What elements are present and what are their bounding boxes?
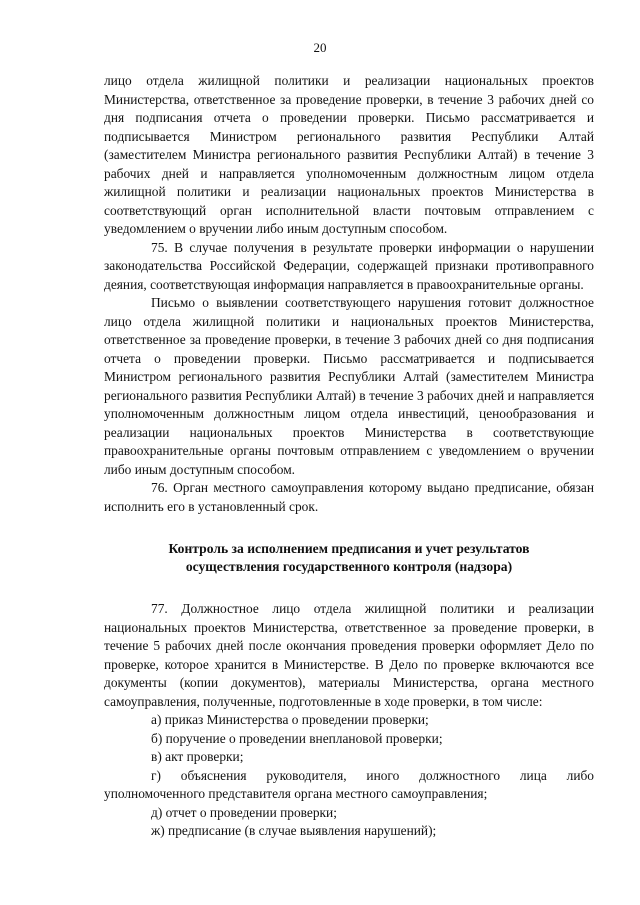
paragraph-75: 75. В случае получения в результате проверки информации о нарушении законодательства Российской Федерации, содержащей признаки противоправного деяния, соответствующая информация направляется в правоохранительные органы. — [104, 239, 594, 292]
list-item-zh: ж) предписание (в случае выявления нарушений); — [151, 823, 437, 838]
document-body — [104, 72, 594, 841]
section-heading — [104, 540, 594, 576]
section-heading-line-2: осуществления государственного контроля (надзора) — [185, 559, 513, 574]
page-number: 20 — [313, 40, 327, 55]
section-heading-line-1: Контроль за исполнением предписания и учет результатов — [168, 541, 530, 556]
list-item-b: б) поручение о проведении внеплановой проверки; — [151, 730, 443, 746]
list-item-v: в) акт проверки; — [151, 749, 244, 764]
list-item-a: а) приказ Министерства о проведении проверки; — [151, 712, 429, 727]
paragraph-77: 77. Должностное лицо отдела жилищной политики и реализации национальных проектов Министерства, ответственное за проведение проверки, в течение 5 рабочих дней после окончания проведения проверки оформляет Дело по проверке, которое хранится в Министерстве. В Дело по проверке включаются все документы (копии документов), материалы Министерства, органа местного самоуправления, полученные, подготовленные в ходе проверки, в том числе: — [104, 601, 594, 709]
list-item-d: д) отчет о проведении проверки; — [151, 804, 337, 820]
list-item-g: г) объяснения руководителя, иного должностного лица либо уполномоченного представителя органа местного самоуправления; — [104, 767, 594, 801]
paragraph-75-letter: Письмо о выявлении соответствующего нарушения готовит должностное лицо отдела жилищной политики и национальных проектов Министерства, ответственное за проведение проверки, в течение 3 рабочих дней со дня подписания отчета о проведении проверки. Письмо рассматривается и подписывается Министром регионального развития Республики Алтай (заместителем Министра регионального развития Республики Алтай) в течение 3 рабочих дней и направляется уполномоченным должностным лицом отдела инвестиций, ценообразования и реализации национальных проектов Министерства в соответствующие правоохранительные органы почтовым отправлением с уведомлением о вручении либо иным доступным способом. — [104, 295, 594, 477]
paragraph-76: 76. Орган местного самоуправления которому выдано предписание, обязан исполнить его в установленный срок. — [104, 480, 594, 514]
paragraph-continuation: лицо отдела жилищной политики и реализации национальных проектов Министерства, ответственное за проведение проверки, в течение 3 рабочих дней со дня подписания отчета о проведении проверки. Письмо рассматривается и подписывается Министром регионального развития Республики Алтай (заместителем Министра регионального развития Республики Алтай) в течение 3 рабочих дней и направляется уполномоченным должностным лицом отдела жилищной политики и реализации национальных проектов Министерства в соответствующий орган исполнительной власти почтовым отправлением с уведомлением о вручении либо иным доступным способом. — [104, 73, 594, 236]
